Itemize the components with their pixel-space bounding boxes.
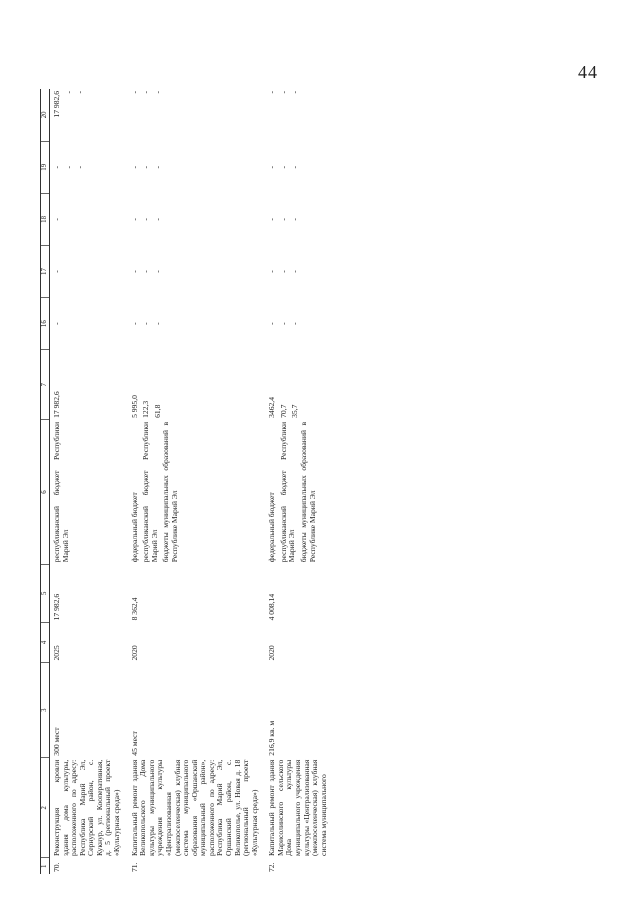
row-number: 71. [129,862,139,872]
object-name: Реконструкция кровли здания дома культуры, расположенного по адресу: Республика Марий Эл, Сернурский район, с. Кукнур, ул. Кооперативная, д. 5 (региональный проект «Культурная среда») [52,759,122,856]
funding-source-amount: 3462,4 [267,397,277,418]
column-header: 17 [41,245,50,297]
year-value: - [75,91,85,94]
year-value: 17 982,6 [52,91,61,118]
row-number: 70. [52,862,61,872]
column-header: 6 [41,420,50,564]
year-value: - [267,218,277,221]
year-value: - [290,91,300,94]
object-name: Капитальный ремонт здания Великопольского Дома культуры муниципального учреждения культуры «Централизованная (межпоселенческая) клубная система муниципального образования «Оршанский муниципальный район», расположенного по адресу: Республика Марий Эл, Оршанский район, с. Великополье, ул. Новая д. 18 (региональный проект «Культурная среда») [129,759,259,856]
row-number: 72. [267,862,277,872]
table-row [50,89,128,874]
year-value-cell [128,193,266,245]
year-value: - [278,166,288,169]
capacity-cell: 300 мест [52,727,61,756]
column-header: 3 [41,662,50,757]
funding-source-amount: 61,8 [152,404,162,418]
column-header: 4 [41,622,50,662]
funding-source-label: республиканский бюджет Республики Марий Эл [141,421,159,563]
year-value: - [141,91,151,94]
year-value: - [267,270,277,273]
year-value: - [141,218,151,221]
funding-source-amount: 5 995,0 [129,395,139,418]
funding-source-label: федеральный бюджет [129,492,139,563]
year-value-cell [50,298,128,350]
funding-table [40,89,334,874]
year-value: - [267,166,277,169]
year-value-cell [265,193,334,245]
funding-sources-cell [265,420,334,564]
year-value-cell [128,298,266,350]
table-body [50,89,335,874]
column-header: 1 [41,858,50,874]
funding-sources-cell [128,420,266,564]
year-value: - [278,218,288,221]
capacity-cell: 216,9 кв. м [267,720,277,756]
year-value: - [267,91,277,94]
year-value-cell [128,245,266,297]
object-name: Капитальный ремонт здания Марисолинского сельского Дома культуры муниципального учреждения культуры «Централизованная (межпоселенческая) клубная система муниципального [267,759,328,856]
year-value: - [290,166,300,169]
funding-sources-cell [50,420,128,564]
year-value: - [52,322,61,325]
year-value: - [141,322,151,325]
year-value: - [129,91,139,94]
funding-amounts-cell [265,350,334,420]
year-value: - [63,91,73,94]
year-value: - [141,270,151,273]
column-header: 18 [41,193,50,245]
table-header-row [41,89,50,874]
year-value: - [129,218,139,221]
rotated-table-container [40,89,550,874]
year-value: - [290,218,300,221]
year-value: - [152,322,162,325]
year-value-cell [265,89,334,141]
year-value-cell [128,89,266,141]
year-value: - [52,270,61,273]
year-value-cell [128,141,266,193]
funding-amounts-cell [128,350,266,420]
capacity-cell: 45 мест [129,731,139,756]
year-cell: 2020 [267,645,277,661]
year-value-cell [50,245,128,297]
year-value: - [152,91,162,94]
funding-source-amount: 70,7 [278,404,288,418]
funding-source-amount: 35,7 [290,404,300,418]
column-header: 20 [41,89,50,141]
year-value-cell [265,141,334,193]
year-value: - [278,91,288,94]
year-value-cell [50,89,128,141]
total-cell: 4 008,14 [267,593,277,621]
year-value: - [52,218,61,221]
year-cell: 2020 [129,645,139,661]
year-value: - [290,270,300,273]
year-value-cell [50,141,128,193]
year-value: - [278,322,288,325]
year-value: - [152,218,162,221]
year-value: - [75,166,85,169]
column-header: 7 [41,350,50,420]
funding-source-label: федеральный бюджет [267,492,277,563]
year-value: - [290,322,300,325]
year-value: - [129,322,139,325]
year-cell: 2025 [52,645,61,661]
funding-source-amount: 122,3 [141,400,151,418]
funding-source-label: республиканский бюджет Республики Марий Эл [52,421,70,563]
year-value: - [129,270,139,273]
table-row [128,89,266,874]
year-value: - [141,166,151,169]
column-header: 16 [41,298,50,350]
funding-amounts-cell [50,350,128,420]
year-value: - [52,166,61,169]
funding-source-amount: 17 982,6 [52,391,61,418]
funding-source-label: бюджеты муниципальных образований в Республике Марий Эл [299,421,317,563]
year-value: - [152,270,162,273]
funding-source-label: бюджеты муниципальных образований в Республике Марий Эл [161,421,179,563]
total-cell: 8 362,4 [129,597,139,621]
total-cell: 17 982,6 [52,593,61,621]
column-header: 19 [41,141,50,193]
page-number: 44 [578,62,598,82]
year-value: - [267,322,277,325]
table-row [265,89,334,874]
year-value: - [278,270,288,273]
year-value-cell [265,245,334,297]
year-value-cell [50,193,128,245]
year-value: - [63,166,73,169]
year-value: - [152,166,162,169]
year-value-cell [265,298,334,350]
column-header: 5 [41,564,50,622]
year-value: - [129,166,139,169]
funding-source-label: республиканский бюджет Республики Марий Эл [278,421,297,563]
column-header: 2 [41,758,50,858]
